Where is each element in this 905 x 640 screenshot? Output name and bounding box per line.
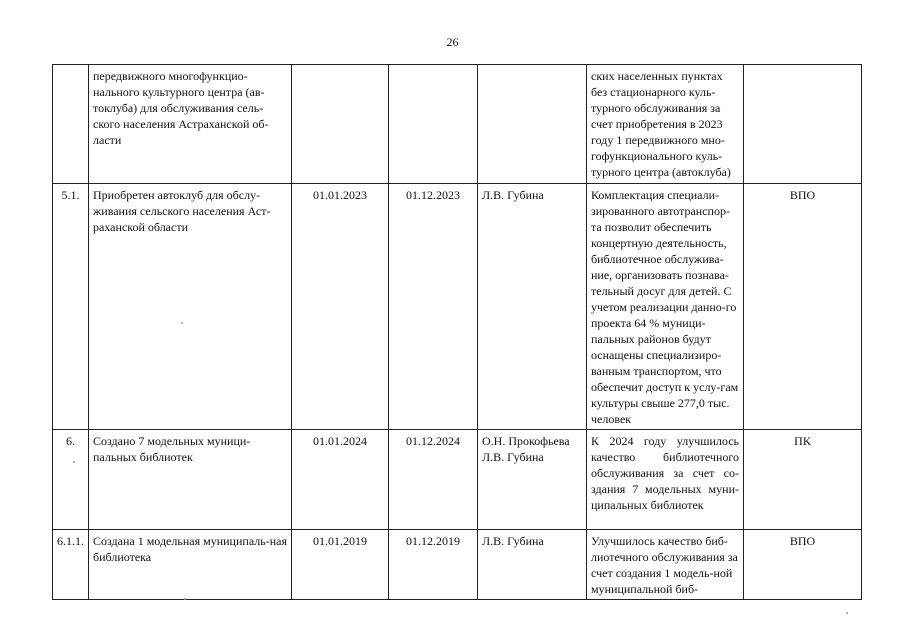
result-cell: Улучшилось качество биб-лиотечного обслуживания за счет создания 1 модель-ной муниципальной биб-	[587, 530, 744, 600]
event-name-cell: Создана 1 модельная муниципаль-ная библиотека	[89, 530, 292, 600]
start-date-cell: 01.01.2019	[292, 530, 389, 600]
row-number-cell: 5.1.	[53, 184, 89, 430]
responsible-cell: Л.В. Губина	[478, 530, 587, 600]
scan-speck	[184, 598, 186, 600]
scan-speck	[846, 612, 848, 614]
start-date-cell: 01.01.2024	[292, 430, 389, 530]
control-type-cell: ВПО	[744, 184, 862, 430]
end-date-cell: 01.12.2023	[389, 184, 478, 430]
event-name-cell: Создано 7 модельных муници-пальных библиотек	[89, 430, 292, 530]
result-cell: ских населенных пунктах без стационарного куль-турного обслуживания за счет приобретения в 2023 году 1 передвижного мно-гофункционального куль-турного центра (автоклуба)	[587, 65, 744, 184]
control-type-cell	[744, 65, 862, 184]
start-date-cell: 01.01.2023	[292, 184, 389, 430]
end-date-cell: 01.12.2024	[389, 430, 478, 530]
start-date-cell	[292, 65, 389, 184]
control-type-cell: ПК	[744, 430, 862, 530]
event-name-cell: Приобретен автоклуб для обслу-живания сельского населения Аст-раханской области	[89, 184, 292, 430]
row-number-cell	[53, 65, 89, 184]
row-number-cell: 6.1.1.	[53, 530, 89, 600]
responsible-cell	[478, 65, 587, 184]
responsible-cell: О.Н. Прокофьева Л.В. Губина	[478, 430, 587, 530]
table-row	[53, 430, 862, 530]
table-row	[53, 65, 862, 184]
table-row	[53, 184, 862, 430]
end-date-cell: 01.12.2019	[389, 530, 478, 600]
responsible-cell: Л.В. Губина	[478, 184, 587, 430]
row-number-cell: 6.	[53, 430, 89, 530]
end-date-cell	[389, 65, 478, 184]
plan-table	[52, 64, 862, 600]
scan-speck	[73, 461, 75, 463]
page-number: 26	[446, 35, 459, 49]
table-row	[53, 530, 862, 600]
control-type-cell: ВПО	[744, 530, 862, 600]
event-name-cell: передвижного многофункцио-нального культурного центра (ав-токлуба) для обслуживания сель-ского населения Астраханской об-ласти	[89, 65, 292, 184]
result-cell: Комплектация специали-зированного автотранспор-та позволит обеспечить концертную деятельность, библиотечное обслужива-ние, организовать познава-тельный досуг для детей. С учетом реализации данно-го проекта 64 % муници-пальных районов будут оснащены специализиро-ванным транспортом, что обеспечит доступ к услу-гам культуры свыше 277,0 тыс. человек	[587, 184, 744, 430]
result-cell: К 2024 году улучшилось качество библиотечного обслуживания за счет со-здания 7 модельных муни-ципальных библиотек	[587, 430, 744, 530]
scan-speck	[181, 322, 183, 324]
